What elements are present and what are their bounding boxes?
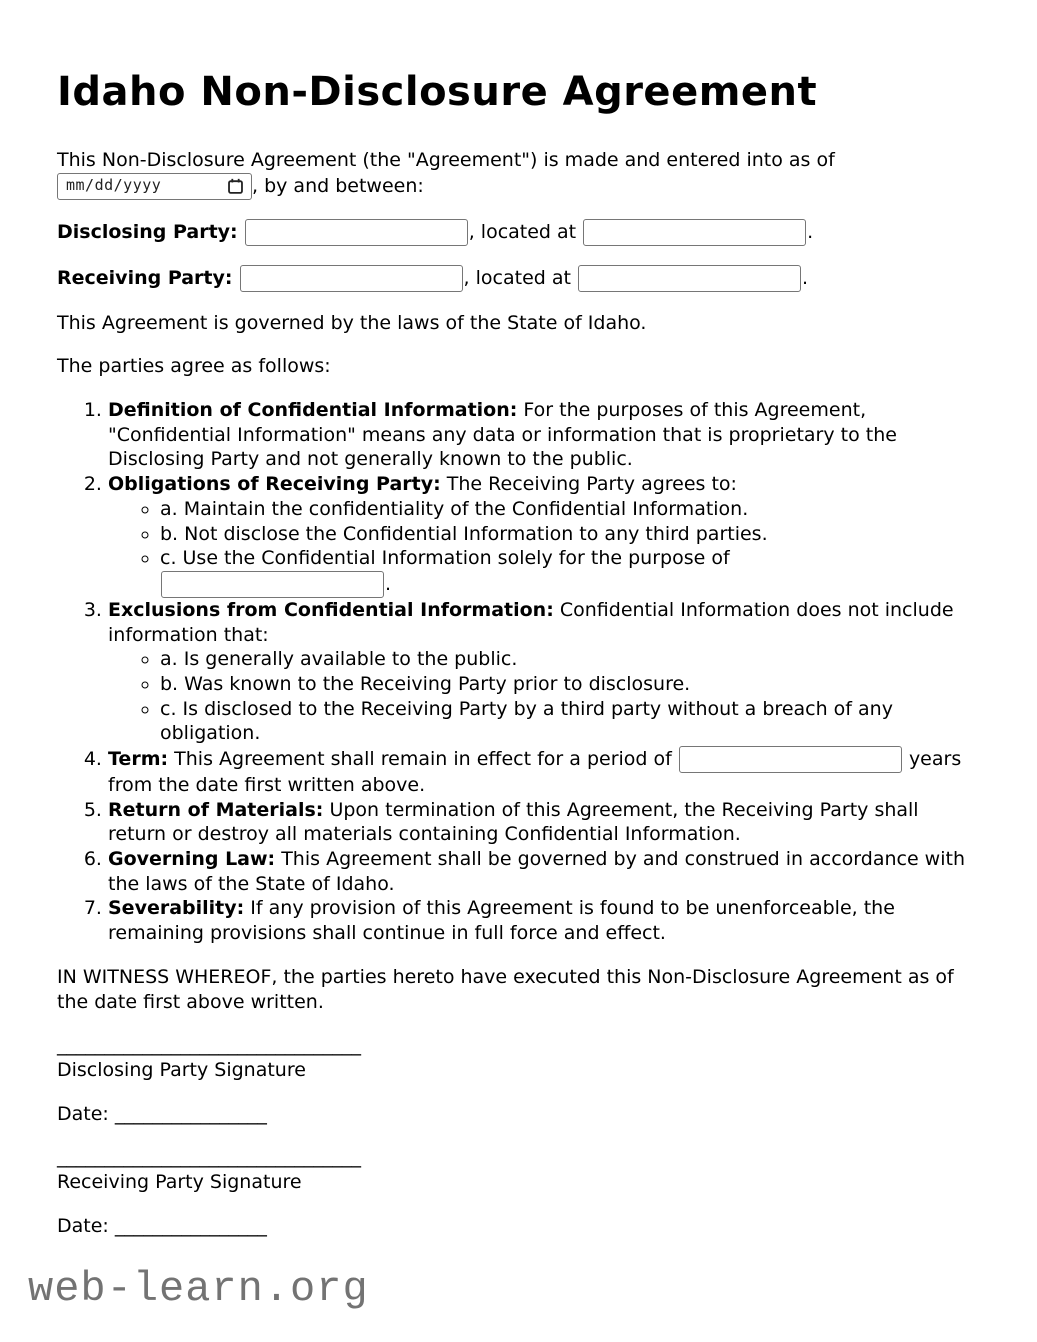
receiving-party-label: Receiving Party:: [57, 266, 233, 289]
calendar-icon[interactable]: [227, 178, 244, 195]
clause-term-heading: Term:: [108, 748, 169, 770]
agree-statement: The parties agree as follows:: [57, 355, 331, 378]
purpose-period: .: [385, 572, 392, 595]
governing-statement: This Agreement is governed by the laws of the State of Idaho.: [57, 311, 647, 334]
clause-return-of-materials: [108, 798, 980, 847]
receiving-party-row: [57, 265, 980, 292]
clause-severability-heading: Severability:: [108, 897, 245, 920]
exclusions-sublist: [108, 647, 980, 746]
clause-exclusions: [108, 598, 980, 746]
clause-term: [108, 746, 980, 798]
disclosing-date-row: [57, 1102, 980, 1127]
disclosing-signature-block: [57, 1033, 980, 1082]
obligation-item-c: [160, 546, 980, 598]
disclosing-party-address-input[interactable]: [583, 219, 806, 246]
disclosing-date-line: ________________: [114, 1102, 267, 1125]
receiving-party-name-input[interactable]: [240, 265, 463, 292]
disclosing-signature-line: ________________________________: [57, 1034, 361, 1057]
disclosing-signature-label: Disclosing Party Signature: [57, 1058, 306, 1081]
receiving-signature-block: [57, 1145, 980, 1194]
clause-return-body: Upon termination of this Agreement, the Receiving Party shall return or destroy all materials containing Confidential Information.: [108, 798, 919, 846]
clause-definition-heading: Definition of Confidential Information:: [108, 399, 518, 422]
receiving-date-line: ________________: [114, 1214, 267, 1237]
intro-text-before-date: This Non-Disclosure Agreement (the "Agreement") is made and entered into as of: [57, 149, 835, 171]
clause-exclusions-body: Confidential Information does not include information that:: [108, 598, 954, 646]
obligations-sublist: [108, 497, 980, 598]
clause-severability-body: If any provision of this Agreement is found to be unenforceable, the remaining provisions shall continue in full force and effect.: [108, 897, 895, 945]
exclusion-item-b: ◦ b. Was known to the Receiving Party prior to disclosure.: [160, 672, 980, 697]
disclosing-party-label: Disclosing Party:: [57, 220, 238, 243]
clause-definition: [108, 398, 980, 472]
obligation-item-c-text: c. Use the Confidential Information solely for the purpose of: [160, 547, 730, 570]
receiving-signature-line: ________________________________: [57, 1146, 361, 1169]
clause-governing-body: This Agreement shall be governed by and construed in accordance with the laws of the State of Idaho.: [108, 848, 965, 895]
receiving-party-address-input[interactable]: [578, 265, 801, 292]
receiving-located-at-text: , located at: [463, 266, 571, 289]
clause-severability: [108, 896, 980, 945]
term-years-input[interactable]: [679, 746, 902, 773]
purpose-input[interactable]: [161, 571, 384, 598]
clause-term-body-after: years from the date first written above.: [108, 748, 962, 796]
disclosing-party-name-input[interactable]: [245, 219, 468, 246]
receiving-period: .: [802, 266, 809, 289]
watermark: web-learn.org: [28, 1265, 369, 1313]
clause-governing-heading: Governing Law:: [108, 848, 276, 871]
obligation-item-b: ◦ b. Not disclose the Confidential Information to any third parties.: [160, 522, 980, 547]
receiving-date-label: Date:: [57, 1214, 109, 1237]
clause-obligations-body: The Receiving Party agrees to:: [446, 473, 737, 496]
clause-term-body-before: This Agreement shall remain in effect for a period of: [174, 748, 672, 770]
nda-document: [28, 66, 980, 1313]
obligation-item-a: ◦ a. Maintain the confidentiality of the Confidential Information.: [160, 497, 980, 522]
exclusion-item-a: ◦ a. Is generally available to the public.: [160, 647, 980, 672]
intro-paragraph: [57, 148, 980, 200]
intro-text-after-date: , by and between:: [252, 174, 424, 197]
exclusion-item-c: ◦ c. Is disclosed to the Receiving Party by a third party without a breach of any obligation.: [160, 697, 980, 746]
receiving-signature-label: Receiving Party Signature: [57, 1170, 302, 1193]
clause-definition-body: For the purposes of this Agreement, "Confidential Information" means any data or information that is proprietary to the Disclosing Party and not generally known to the public.: [108, 399, 897, 471]
disclosing-party-row: [57, 219, 980, 246]
witness-paragraph: IN WITNESS WHEREOF, the parties hereto have executed this Non-Disclosure Agreement as of the date first above written.: [57, 965, 954, 1013]
disclosing-date-label: Date:: [57, 1102, 109, 1125]
disclosing-located-at-text: , located at: [468, 220, 577, 243]
date-placeholder: mm/dd/yyyy: [66, 176, 162, 195]
page-title: Idaho Non-Disclosure Agreement: [57, 69, 818, 115]
clause-governing-law: [108, 847, 980, 896]
clause-obligations: [108, 472, 980, 598]
clause-list: [57, 398, 980, 946]
clause-exclusions-heading: Exclusions from Confidential Information:: [108, 598, 554, 621]
clause-return-heading: Return of Materials:: [108, 798, 324, 821]
agreement-date-input[interactable]: [57, 173, 252, 200]
receiving-date-row: [57, 1214, 980, 1239]
clause-obligations-heading: Obligations of Receiving Party:: [108, 473, 441, 496]
disclosing-period: .: [807, 220, 814, 243]
